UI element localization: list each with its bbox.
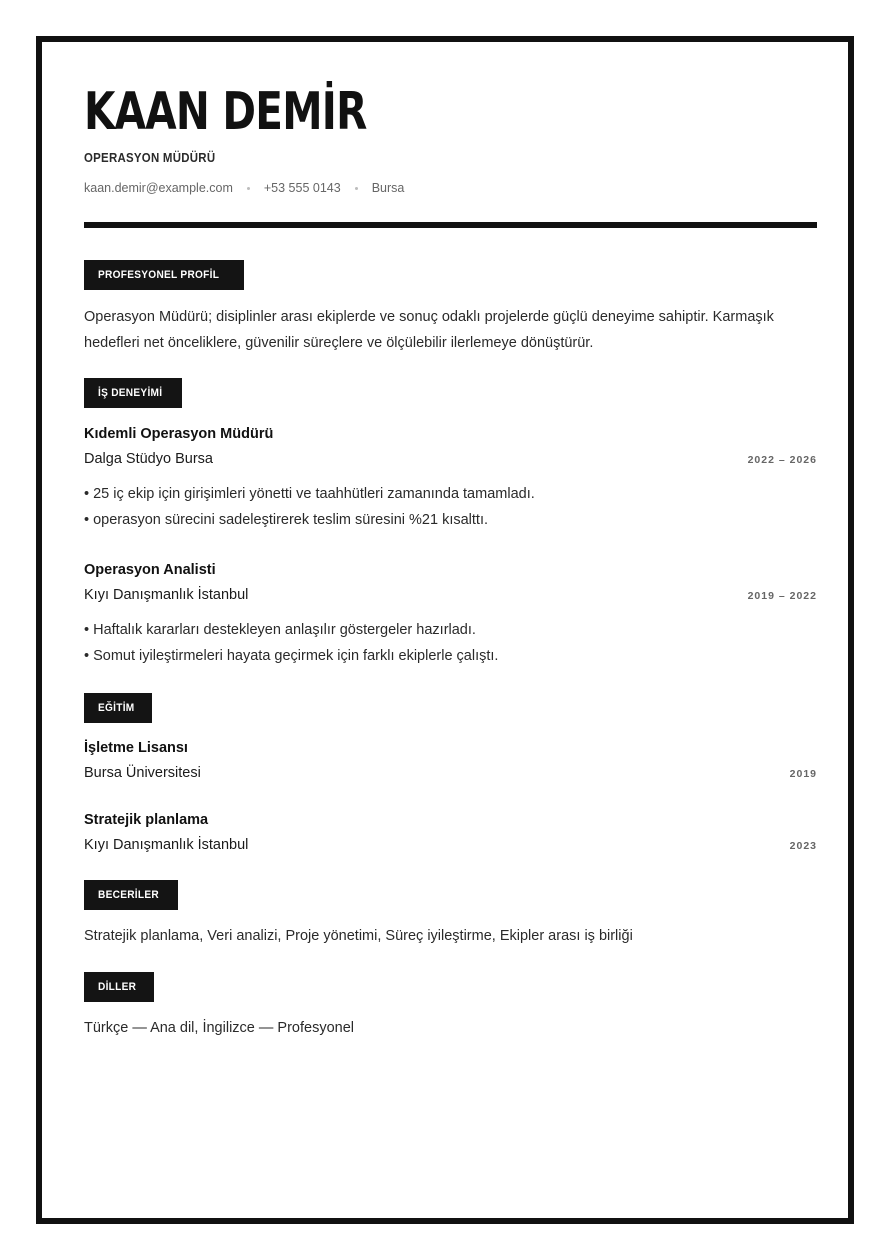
separator-dot-icon xyxy=(247,187,250,190)
education-item xyxy=(84,738,817,781)
job-role: Kıdemli Operasyon Müdürü xyxy=(84,426,274,442)
job-bullet: • operasyon sürecini sadeleştirerek teslim süresini %21 kısalttı. xyxy=(84,512,488,528)
contact-location: Bursa xyxy=(371,181,405,195)
section-profile xyxy=(84,260,244,290)
section-label-skills: BECERİLER xyxy=(84,880,178,910)
education-degree: Stratejik planlama xyxy=(84,812,209,828)
section-label-languages: DİLLER xyxy=(84,972,154,1002)
job-dates: 2019 – 2022 xyxy=(747,590,817,602)
contact-phone[interactable]: +53 555 0143 xyxy=(263,181,341,195)
education-school: Kıyı Danışmanlık İstanbul xyxy=(84,837,249,853)
section-label-experience: İŞ DENEYİMİ xyxy=(84,378,182,408)
section-label-education: EĞİTİM xyxy=(84,693,152,723)
section-label-profile: PROFESYONEL PROFİL xyxy=(84,260,244,290)
education-year: 2023 xyxy=(789,840,817,852)
separator-dot-icon xyxy=(355,187,358,190)
section-education xyxy=(84,693,152,723)
languages-text: Türkçe — Ana dil, İngilizce — Profesyonel xyxy=(84,1020,354,1036)
profile-text: Operasyon Müdürü; disiplinler arası ekiplerde ve sonuç odaklı projelerde güçlü deneyime sahiptir. Karmaşık hedefleri net önceliklere, güvenilir süreçlere ve ölçülebilir ilerlemeye dönüştürür. xyxy=(84,309,774,351)
candidate-name: KAAN DEMİR xyxy=(84,82,367,142)
education-school: Bursa Üniversitesi xyxy=(84,765,201,781)
candidate-title: OPERASYON MÜDÜRÜ xyxy=(84,150,216,165)
job-company: Dalga Stüdyo Bursa xyxy=(84,451,213,467)
education-year: 2019 xyxy=(789,768,817,780)
experience-item xyxy=(84,560,817,603)
section-skills xyxy=(84,880,178,910)
experience-item xyxy=(84,424,817,467)
contact-row xyxy=(84,181,817,195)
section-languages xyxy=(84,972,154,1002)
job-bullet: • Somut iyileştirmeleri hayata geçirmek için farklı ekiplerle çalıştı. xyxy=(84,648,499,664)
education-degree: İşletme Lisansı xyxy=(84,740,188,756)
education-item xyxy=(84,810,817,853)
job-company: Kıyı Danışmanlık İstanbul xyxy=(84,587,249,603)
contact-email[interactable]: kaan.demir@example.com xyxy=(84,181,233,195)
resume-body xyxy=(84,228,817,1128)
resume-content xyxy=(84,82,817,1128)
job-dates: 2022 – 2026 xyxy=(747,454,817,466)
job-bullet: • Haftalık kararları destekleyen anlaşılır göstergeler hazırladı. xyxy=(84,622,476,638)
skills-text: Stratejik planlama, Veri analizi, Proje yönetimi, Süreç iyileştirme, Ekipler arası iş birliği xyxy=(84,928,633,944)
job-bullet: • 25 iç ekip için girişimleri yönetti ve taahhütleri zamanında tamamladı. xyxy=(84,486,535,502)
job-role: Operasyon Analisti xyxy=(84,562,216,578)
section-experience xyxy=(84,378,182,408)
resume-page xyxy=(36,36,854,1224)
